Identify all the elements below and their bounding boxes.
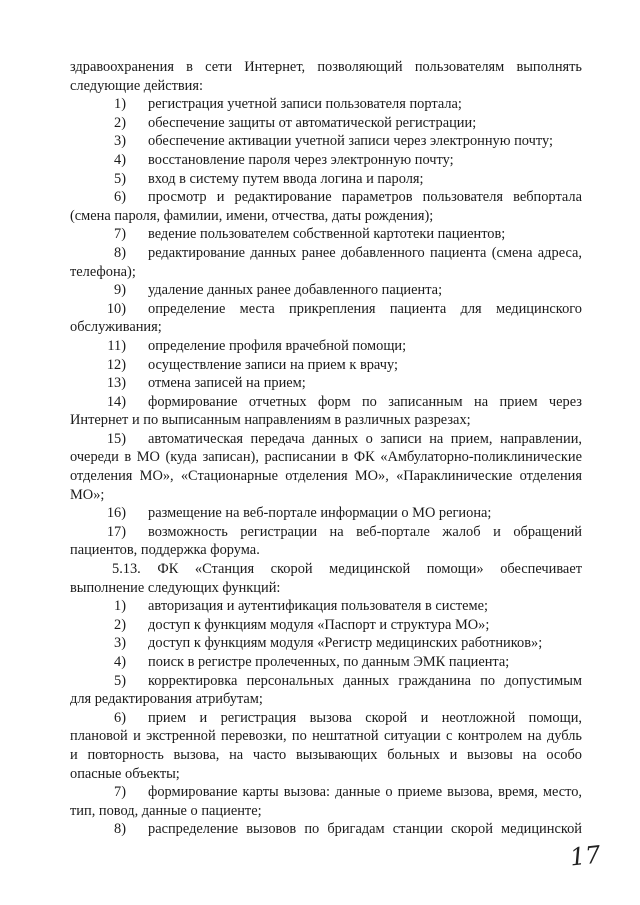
list-item-number: 8) <box>114 821 126 838</box>
list-item-text: прием и регистрация вызова скорой и неотложной помощи, <box>148 709 582 726</box>
list-item-text: корректировка персональных данных гражданина по допустимым <box>148 672 582 689</box>
text-line: выполнение следующих функций: <box>70 579 281 596</box>
list-item <box>70 653 582 672</box>
list-item-text: определение места прикрепления пациента для медицинского <box>148 300 582 317</box>
list-item <box>70 597 582 616</box>
list-item <box>70 356 582 375</box>
list-item-text: формирование карты вызова: данные о приеме вызова, время, место, <box>148 784 582 801</box>
list-item <box>70 300 582 319</box>
list-item <box>70 132 582 151</box>
list-item-text: доступ к функциям модуля «Регистр медицинских работников»; <box>148 635 543 652</box>
list-item-text: вход в систему путем ввода логина и пароля; <box>148 170 424 187</box>
list-item-text: осуществление записи на прием к врачу; <box>148 356 398 373</box>
list-item-number: 12) <box>106 356 126 373</box>
text-line: тип, повод, данные о пациенте; <box>70 802 262 819</box>
list-item-text: восстановление пароля через электронную почту; <box>148 151 454 168</box>
list-item-number: 4) <box>114 654 126 670</box>
text-line: отделения МО», «Стационарные отделения МО», «Параклинические отделения <box>70 468 582 485</box>
list-item-number: 2) <box>114 114 126 131</box>
list-item-number: 2) <box>114 616 126 633</box>
document-body <box>70 58 582 839</box>
text-line: пациентов, поддержка форума. <box>70 542 260 559</box>
text-line: очереди в МО (куда записан), расписании в ФК «Амбулаторно-поликлинические <box>70 449 582 466</box>
list-item-text: автоматическая передача данных о записи на прием, направлении, <box>148 430 582 447</box>
list-item-number: 6) <box>114 189 126 206</box>
list-item <box>70 225 582 244</box>
list-item-number: 3) <box>114 635 126 652</box>
list-item-number: 8) <box>114 244 126 261</box>
list-item-text: обеспечение активации учетной записи через электронную почту; <box>148 133 553 150</box>
list-item-number: 11) <box>107 337 126 354</box>
list-item <box>70 170 582 189</box>
text-line: телефона); <box>70 263 136 280</box>
list-item <box>70 634 582 653</box>
text-line: обслуживания; <box>70 319 162 336</box>
text-line: и повторность вызова, на часто вызывающих больных и вызовы на особо <box>70 746 582 763</box>
list-item-text: регистрация учетной записи пользователя портала; <box>148 96 462 113</box>
list-item-text: распределение вызовов по бригадам станции скорой медицинской <box>148 821 582 838</box>
list-item-number: 7) <box>114 226 126 243</box>
list-item <box>70 783 582 802</box>
list-item <box>70 430 582 449</box>
list-item-text: определение профиля врачебной помощи; <box>148 337 407 354</box>
text-line: Интернет и по выписанным направлениям в различных разрезах; <box>70 412 471 429</box>
text-line: для редактирования атрибутам; <box>70 691 263 708</box>
list-item-text: размещение на веб-портале информации о МО региона; <box>148 505 492 522</box>
list-item-number: 14) <box>106 393 126 410</box>
list-item-number: 1) <box>114 598 126 615</box>
page-number: 17 <box>568 840 602 872</box>
text-line: здравоохранения в сети Интернет, позволяющий пользователям выполнять <box>70 59 582 75</box>
list-item <box>70 151 582 170</box>
list-item-number: 16) <box>106 505 126 522</box>
list-item <box>70 114 582 133</box>
list-item <box>70 523 582 542</box>
list-item <box>70 672 582 691</box>
paragraph-first-line: 5.13. ФК «Станция скорой медицинской помощи» обеспечивает <box>112 561 582 578</box>
text-line: плановой и экстренной перевозки, по нештатной ситуации с контролем на дубль <box>70 728 582 745</box>
list-item <box>70 393 582 412</box>
list-item-text: ведение пользователем собственной картотеки пациентов; <box>148 226 506 243</box>
list-item <box>70 374 582 393</box>
list-item <box>70 244 582 263</box>
list-item <box>70 709 582 728</box>
list-item-text: формирование отчетных форм по записанным на прием через <box>148 393 582 410</box>
list-item-number: 3) <box>114 133 126 150</box>
text-line: следующие действия: <box>70 77 204 94</box>
list-item-text: авторизация и аутентификация пользователя в системе; <box>148 598 489 615</box>
text-line: опасные объекты; <box>70 765 180 782</box>
list-item <box>70 820 582 839</box>
list-item-number: 5) <box>114 672 126 689</box>
list-item <box>70 616 582 635</box>
list-item-text: доступ к функциям модуля «Паспорт и структура МО»; <box>148 616 490 633</box>
list-item-text: возможность регистрации на веб-портале жалоб и обращений <box>148 523 582 540</box>
list-item-number: 9) <box>114 282 126 299</box>
list-item <box>70 281 582 300</box>
list-item-text: отмена записей на прием; <box>148 375 306 392</box>
list-item-text: удаление данных ранее добавленного пациента; <box>148 282 443 299</box>
list-item-number: 6) <box>114 709 126 726</box>
list-item <box>70 337 582 356</box>
list-item-number: 17) <box>106 523 126 540</box>
list-item <box>70 504 582 523</box>
text-line: МО»; <box>70 486 105 503</box>
list-item <box>70 188 582 207</box>
list-item-number: 1) <box>114 96 126 113</box>
list-item-number: 5) <box>114 170 126 187</box>
list-item-number: 15) <box>106 430 126 447</box>
list-item-number: 13) <box>106 375 126 392</box>
list-item <box>70 95 582 114</box>
list-item-number: 10) <box>106 300 126 317</box>
list-item-number: 7) <box>114 784 126 801</box>
list-item-text: обеспечение защиты от автоматической регистрации; <box>148 114 477 131</box>
text-line: (смена пароля, фамилии, имени, отчества, даты рождения); <box>70 207 434 224</box>
list-item-number: 4) <box>114 151 126 168</box>
list-item-text: просмотр и редактирование параметров пользователя вебпортала <box>148 189 582 206</box>
list-item-text: редактирование данных ранее добавленного пациента (смена адреса, <box>148 244 582 261</box>
list-item-text: поиск в регистре пролеченных, по данным ЭМК пациента; <box>148 654 510 670</box>
